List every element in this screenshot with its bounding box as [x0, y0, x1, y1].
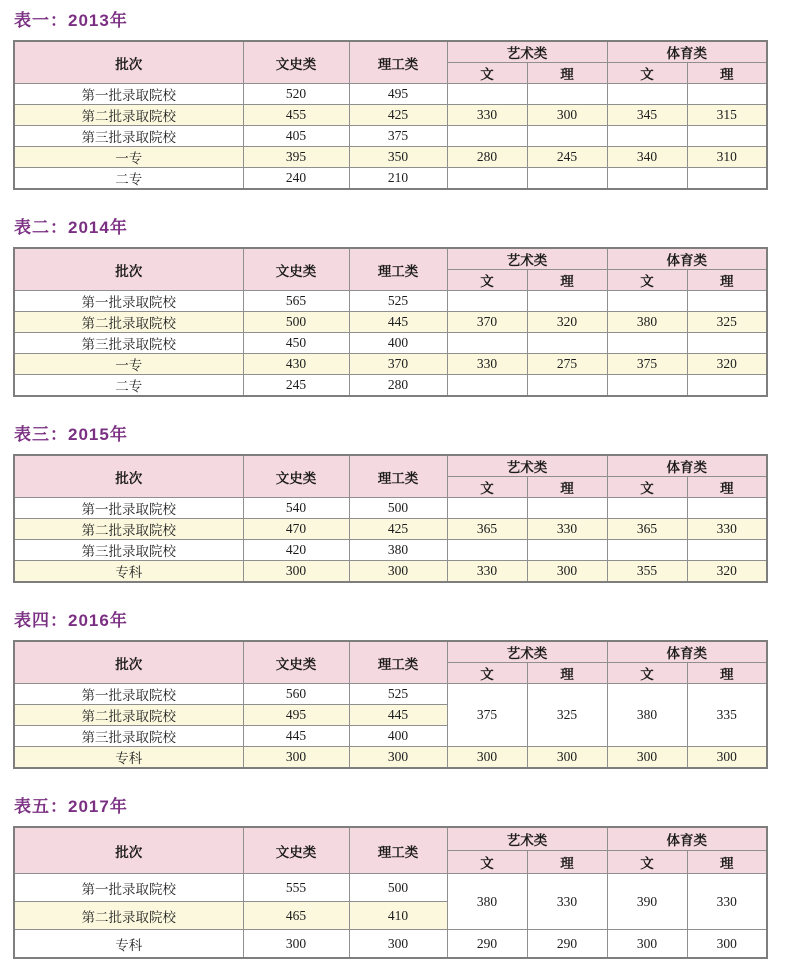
- score-cell: 210: [349, 168, 447, 190]
- score-cell: 330: [447, 561, 527, 583]
- score-cell: 405: [243, 126, 349, 147]
- table-row: [14, 519, 767, 540]
- score-cell: 280: [349, 375, 447, 397]
- subcol-sports-wen: 文: [607, 663, 687, 684]
- score-cell: 445: [349, 705, 447, 726]
- score-cell: 330: [687, 519, 767, 540]
- col-header-arts: 艺术类: [447, 827, 607, 851]
- score-cell: [607, 540, 687, 561]
- batch-cell: 专科: [14, 561, 243, 583]
- merged-score-cell: 325: [527, 684, 607, 747]
- col-header-batch: 批次: [14, 827, 243, 874]
- batch-cell: 一专: [14, 354, 243, 375]
- subcol-arts-li: 理: [527, 663, 607, 684]
- score-cell: 540: [243, 498, 349, 519]
- table-block-2015: [13, 420, 794, 583]
- table-header: [14, 455, 767, 498]
- table-title-2016: 表四：2016年: [14, 611, 128, 630]
- subcol-sports-li: 理: [687, 663, 767, 684]
- batch-cell: 二专: [14, 375, 243, 397]
- score-cell: [527, 168, 607, 190]
- batch-cell: 第三批录取院校: [14, 726, 243, 747]
- table-row: [14, 126, 767, 147]
- subcol-arts-li: 理: [527, 477, 607, 498]
- score-cell: 380: [607, 312, 687, 333]
- merged-score-cell: 390: [607, 874, 687, 930]
- score-cell: 430: [243, 354, 349, 375]
- merged-score-cell: 330: [687, 874, 767, 930]
- score-cell: [527, 84, 607, 105]
- batch-cell: 第三批录取院校: [14, 126, 243, 147]
- score-cell: [607, 291, 687, 312]
- score-cell: [527, 333, 607, 354]
- table-row: [14, 498, 767, 519]
- subcol-sports-wen: 文: [607, 851, 687, 874]
- score-cell: 330: [447, 105, 527, 126]
- score-cell: [607, 375, 687, 397]
- score-cell: 445: [349, 312, 447, 333]
- table-row: [14, 561, 767, 583]
- score-cell: 400: [349, 726, 447, 747]
- score-cell: [687, 126, 767, 147]
- score-cell: 300: [349, 930, 447, 959]
- col-header-arts: 艺术类: [447, 455, 607, 477]
- score-cell: [607, 84, 687, 105]
- score-cell: 400: [349, 333, 447, 354]
- table-title-2013: 表一：2013年: [14, 11, 128, 30]
- score-cell: [527, 498, 607, 519]
- score-cell: 425: [349, 519, 447, 540]
- col-header-arts: 艺术类: [447, 41, 607, 63]
- score-cell: 315: [687, 105, 767, 126]
- score-cell: 350: [349, 147, 447, 168]
- merged-score-cell: 375: [447, 684, 527, 747]
- score-cell: 310: [687, 147, 767, 168]
- batch-cell: 第一批录取院校: [14, 498, 243, 519]
- score-cell: 300: [687, 747, 767, 769]
- score-cell: 355: [607, 561, 687, 583]
- score-cell: [607, 333, 687, 354]
- score-cell: 300: [527, 105, 607, 126]
- score-cell: 340: [607, 147, 687, 168]
- col-header-batch: 批次: [14, 455, 243, 498]
- score-cell: 520: [243, 84, 349, 105]
- score-cell: [687, 540, 767, 561]
- col-header-wenshi: 文史类: [243, 455, 349, 498]
- score-cell: 275: [527, 354, 607, 375]
- batch-cell: 第三批录取院校: [14, 540, 243, 561]
- score-cell: [607, 126, 687, 147]
- score-cell: [607, 498, 687, 519]
- score-cell: [447, 126, 527, 147]
- batch-cell: 第三批录取院校: [14, 333, 243, 354]
- batch-cell: 第一批录取院校: [14, 874, 243, 902]
- score-cell: 525: [349, 291, 447, 312]
- score-cell: 320: [687, 561, 767, 583]
- table-header: [14, 827, 767, 874]
- score-cell: 560: [243, 684, 349, 705]
- table-header: [14, 41, 767, 84]
- batch-cell: 第一批录取院校: [14, 291, 243, 312]
- table-row: [14, 375, 767, 397]
- col-header-ligong: 理工类: [349, 248, 447, 291]
- table-row: [14, 930, 767, 959]
- col-header-arts: 艺术类: [447, 641, 607, 663]
- table-row: [14, 147, 767, 168]
- score-cell: 280: [447, 147, 527, 168]
- score-cell: [687, 84, 767, 105]
- score-table-2013: [13, 40, 768, 190]
- batch-cell: 第二批录取院校: [14, 312, 243, 333]
- score-cell: 300: [243, 930, 349, 959]
- score-cell: [447, 540, 527, 561]
- score-cell: [687, 291, 767, 312]
- score-cell: 240: [243, 168, 349, 190]
- table-title-2017: 表五：2017年: [14, 797, 128, 816]
- batch-cell: 第一批录取院校: [14, 84, 243, 105]
- merged-score-cell: 380: [447, 874, 527, 930]
- score-cell: 470: [243, 519, 349, 540]
- table-row: [14, 747, 767, 769]
- score-cell: [447, 498, 527, 519]
- score-cell: 300: [607, 930, 687, 959]
- score-cell: [607, 168, 687, 190]
- col-header-wenshi: 文史类: [243, 827, 349, 874]
- score-cell: [527, 540, 607, 561]
- score-cell: 300: [527, 747, 607, 769]
- col-header-sports: 体育类: [607, 827, 767, 851]
- col-header-batch: 批次: [14, 641, 243, 684]
- score-cell: 245: [527, 147, 607, 168]
- score-cell: 425: [349, 105, 447, 126]
- score-cell: 495: [243, 705, 349, 726]
- subcol-sports-wen: 文: [607, 63, 687, 84]
- score-cell: 450: [243, 333, 349, 354]
- table-title-2015: 表三：2015年: [14, 425, 128, 444]
- score-cell: 300: [527, 561, 607, 583]
- subcol-sports-li: 理: [687, 270, 767, 291]
- subcol-sports-wen: 文: [607, 270, 687, 291]
- batch-cell: 第二批录取院校: [14, 105, 243, 126]
- col-header-batch: 批次: [14, 41, 243, 84]
- score-cell: [447, 333, 527, 354]
- subcol-arts-wen: 文: [447, 477, 527, 498]
- score-cell: [447, 375, 527, 397]
- col-header-wenshi: 文史类: [243, 641, 349, 684]
- score-cell: 290: [527, 930, 607, 959]
- merged-score-cell: 330: [527, 874, 607, 930]
- batch-cell: 第二批录取院校: [14, 519, 243, 540]
- score-cell: 300: [243, 747, 349, 769]
- subcol-arts-wen: 文: [447, 63, 527, 84]
- score-table-2015: [13, 454, 768, 583]
- score-cell: [527, 375, 607, 397]
- score-cell: [447, 291, 527, 312]
- subcol-arts-wen: 文: [447, 663, 527, 684]
- score-cell: 500: [349, 498, 447, 519]
- table-row: [14, 168, 767, 190]
- batch-cell: 二专: [14, 168, 243, 190]
- score-cell: 495: [349, 84, 447, 105]
- col-header-sports: 体育类: [607, 41, 767, 63]
- subcol-arts-wen: 文: [447, 270, 527, 291]
- col-header-batch: 批次: [14, 248, 243, 291]
- table-title-2014: 表二：2014年: [14, 218, 128, 237]
- col-header-ligong: 理工类: [349, 641, 447, 684]
- batch-cell: 一专: [14, 147, 243, 168]
- col-header-wenshi: 文史类: [243, 248, 349, 291]
- score-cell: 320: [687, 354, 767, 375]
- score-cell: 525: [349, 684, 447, 705]
- score-cell: 245: [243, 375, 349, 397]
- score-cell: 370: [349, 354, 447, 375]
- score-table-2014: [13, 247, 768, 397]
- score-cell: 300: [607, 747, 687, 769]
- score-cell: [447, 168, 527, 190]
- col-header-sports: 体育类: [607, 455, 767, 477]
- table-row: [14, 105, 767, 126]
- table-row: [14, 333, 767, 354]
- table-block-2013: [13, 6, 794, 190]
- table-row: [14, 540, 767, 561]
- subcol-arts-li: 理: [527, 63, 607, 84]
- score-cell: 555: [243, 874, 349, 902]
- score-cell: 500: [243, 312, 349, 333]
- score-cell: 300: [349, 747, 447, 769]
- score-cell: 325: [687, 312, 767, 333]
- subcol-arts-li: 理: [527, 270, 607, 291]
- score-cell: [527, 291, 607, 312]
- score-cell: 365: [447, 519, 527, 540]
- table-row: [14, 84, 767, 105]
- col-header-sports: 体育类: [607, 641, 767, 663]
- merged-score-cell: 335: [687, 684, 767, 747]
- score-cell: 300: [349, 561, 447, 583]
- subcol-arts-wen: 文: [447, 851, 527, 874]
- col-header-ligong: 理工类: [349, 827, 447, 874]
- score-cell: 300: [447, 747, 527, 769]
- subcol-sports-li: 理: [687, 851, 767, 874]
- table-row: [14, 684, 767, 705]
- score-cell: 455: [243, 105, 349, 126]
- col-header-ligong: 理工类: [349, 41, 447, 84]
- batch-cell: 专科: [14, 747, 243, 769]
- table-header: [14, 248, 767, 291]
- col-header-arts: 艺术类: [447, 248, 607, 270]
- score-cell: 345: [607, 105, 687, 126]
- subcol-sports-li: 理: [687, 477, 767, 498]
- col-header-sports: 体育类: [607, 248, 767, 270]
- score-cell: [687, 333, 767, 354]
- merged-score-cell: 380: [607, 684, 687, 747]
- score-cell: 300: [243, 561, 349, 583]
- table-row: [14, 354, 767, 375]
- score-cell: [687, 498, 767, 519]
- score-cell: 380: [349, 540, 447, 561]
- score-cell: [687, 375, 767, 397]
- score-cell: 320: [527, 312, 607, 333]
- table-row: [14, 291, 767, 312]
- score-cell: 420: [243, 540, 349, 561]
- subcol-sports-li: 理: [687, 63, 767, 84]
- score-cell: 565: [243, 291, 349, 312]
- score-cell: 365: [607, 519, 687, 540]
- subcol-sports-wen: 文: [607, 477, 687, 498]
- score-cell: 300: [687, 930, 767, 959]
- batch-cell: 第二批录取院校: [14, 705, 243, 726]
- score-cell: 500: [349, 874, 447, 902]
- score-cell: 465: [243, 902, 349, 930]
- subcol-arts-li: 理: [527, 851, 607, 874]
- score-cell: 395: [243, 147, 349, 168]
- batch-cell: 专科: [14, 930, 243, 959]
- score-cell: [687, 168, 767, 190]
- score-cell: 290: [447, 930, 527, 959]
- table-row: [14, 874, 767, 902]
- table-block-2017: [13, 792, 794, 959]
- col-header-ligong: 理工类: [349, 455, 447, 498]
- score-table-2016: [13, 640, 768, 769]
- table-row: [14, 312, 767, 333]
- score-table-2017: [13, 826, 768, 959]
- score-cell: [447, 84, 527, 105]
- col-header-wenshi: 文史类: [243, 41, 349, 84]
- score-cell: 375: [607, 354, 687, 375]
- score-cell: 375: [349, 126, 447, 147]
- score-cell: 410: [349, 902, 447, 930]
- table-header: [14, 641, 767, 684]
- table-block-2016: [13, 606, 794, 769]
- score-cell: 330: [527, 519, 607, 540]
- table-block-2014: [13, 213, 794, 397]
- batch-cell: 第一批录取院校: [14, 684, 243, 705]
- score-cell: [527, 126, 607, 147]
- batch-cell: 第二批录取院校: [14, 902, 243, 930]
- score-cell: 445: [243, 726, 349, 747]
- score-cell: 330: [447, 354, 527, 375]
- score-cell: 370: [447, 312, 527, 333]
